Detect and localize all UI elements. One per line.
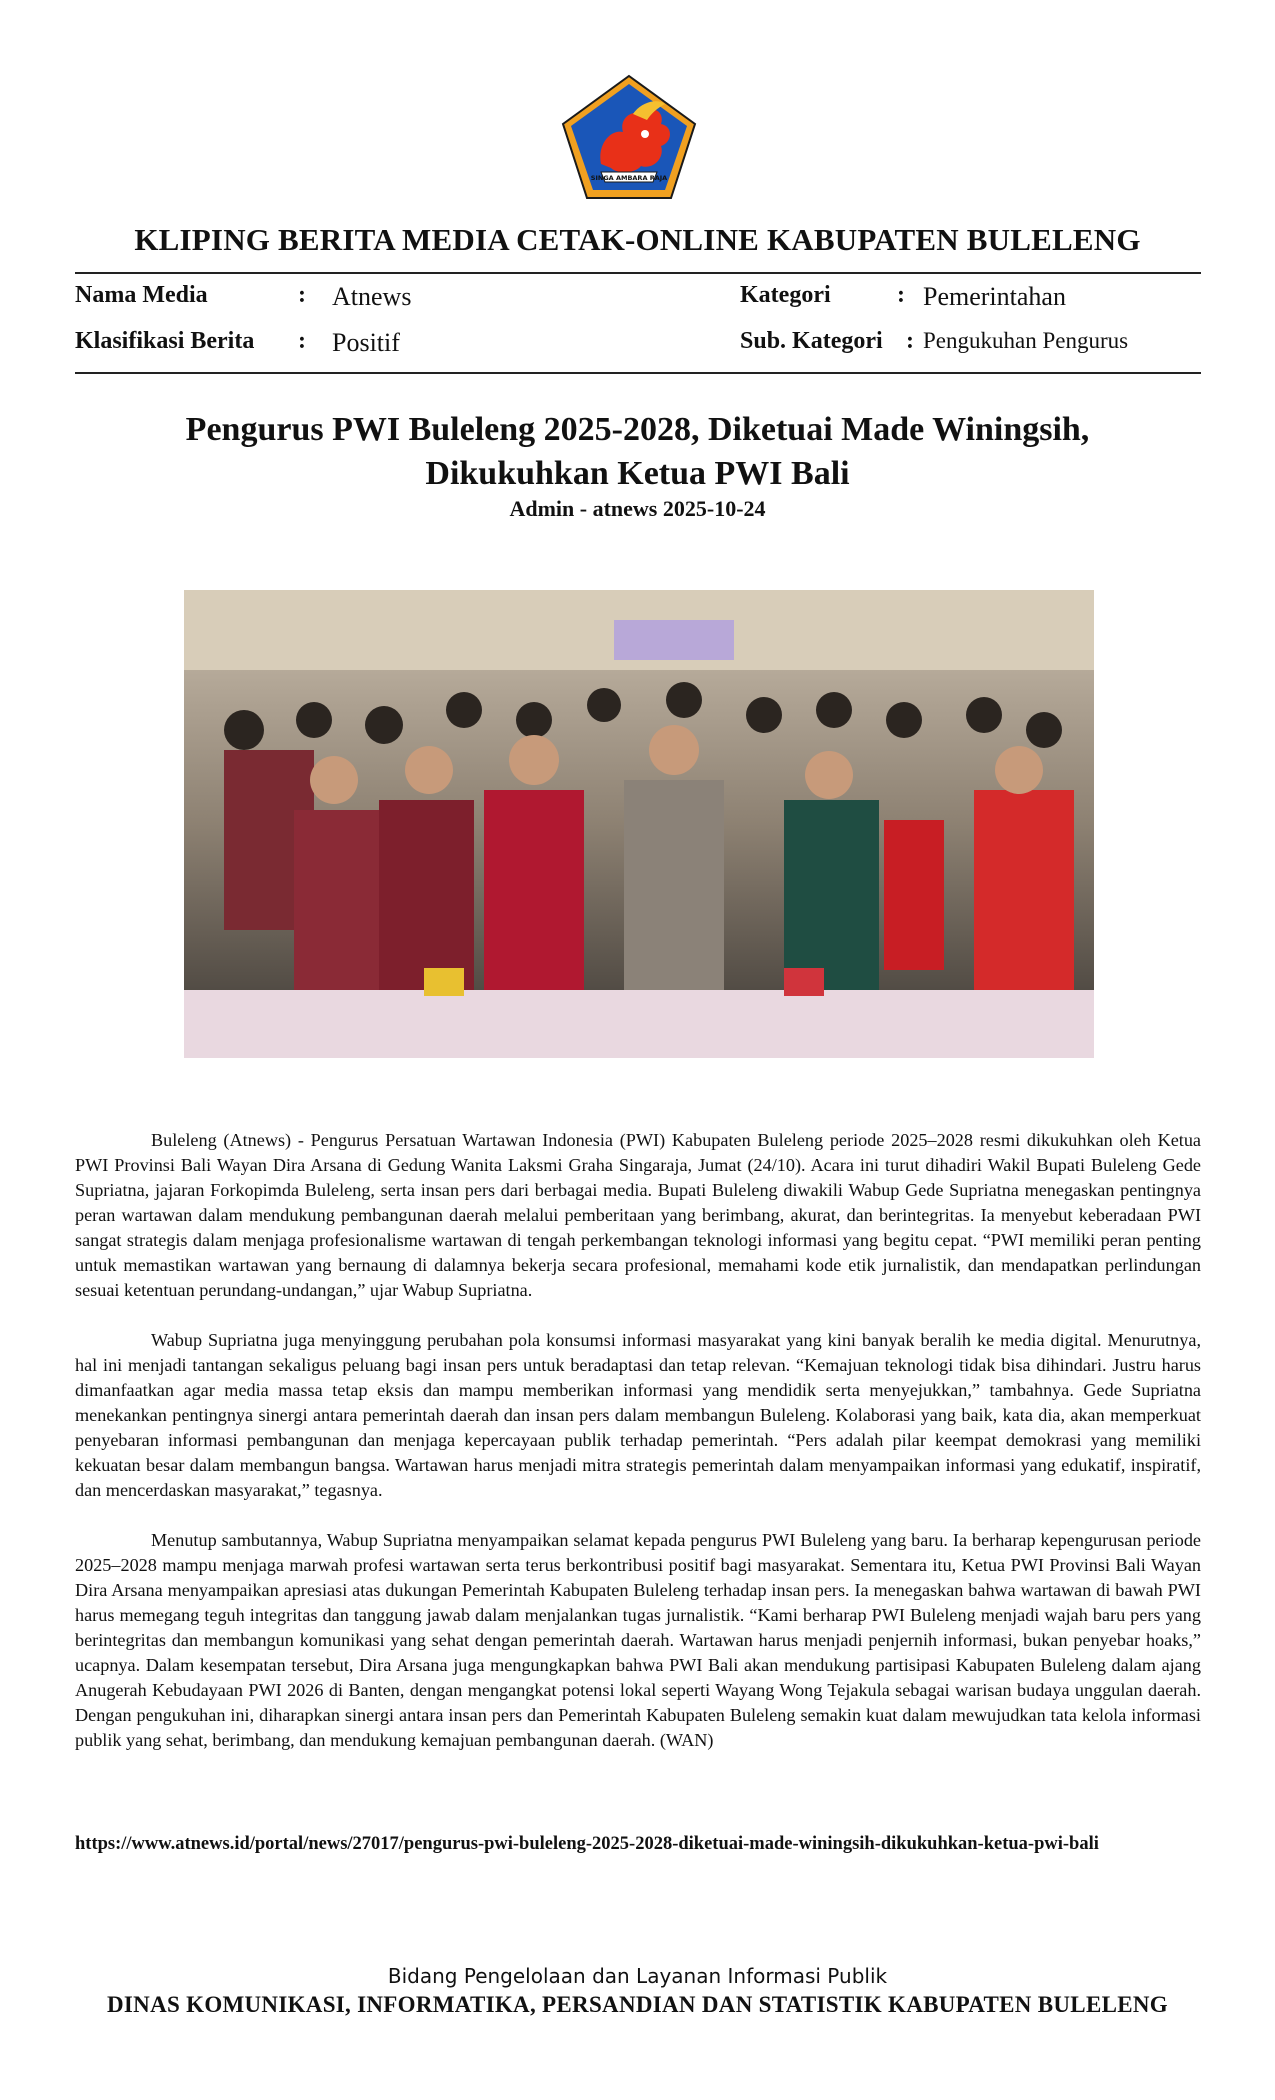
clipping-title: KLIPING BERITA MEDIA CETAK-ONLINE KABUPATEN BULELENG xyxy=(134,222,1141,257)
subcategory-colon: : xyxy=(906,328,914,354)
article-body xyxy=(75,1128,1201,1753)
article-paragraph: Buleleng (Atnews) - Pengurus Persatuan Wartawan Indonesia (PWI) Kabupaten Buleleng periode 2025–2028 resmi dikukuhkan oleh Ketua PWI Provinsi Bali Wayan Dira Arsana di Gedung Wanita Laksmi Graha Singaraja, Jumat (24/10). Acara ini turut dihadiri Wakil Bupati Buleleng Gede Supriatna, jajaran Forkopimda Buleleng, serta insan pers dari berbagai media. Bupati Buleleng diwakili Wabup Gede Supriatna menegaskan pentingnya peran wartawan dalam mendukung pembangunan daerah melalui pemberitaan yang berimbang, akurat, dan berintegritas. Ia menyebut keberadaan PWI sangat strategis dalam menjaga profesionalisme wartawan di tengah perkembangan teknologi informasi yang begitu cepat. “PWI memiliki peran penting untuk memastikan wartawan yang bernaung di dalamnya bekerja secara profesional, memahami kode etik jurnalistik, dan mendapatkan perlindungan sesuai ketentuan perundang-undangan,” ujar Wabup Supriatna. xyxy=(75,1130,1201,1300)
logo-caption: SINGA AMBARA RAJA xyxy=(590,174,668,182)
category-colon: : xyxy=(897,282,905,308)
subcategory-value: Pengukuhan Pengurus xyxy=(923,328,1129,353)
classification-colon: : xyxy=(298,328,306,354)
classification-label: Klasifikasi Berita xyxy=(75,328,255,354)
header-rule-bottom xyxy=(75,372,1201,374)
footer-department: Bidang Pengelolaan dan Layanan Informasi Publik xyxy=(387,1964,888,1988)
classification-value: Positif xyxy=(332,328,400,357)
article-photo xyxy=(184,590,1094,1058)
buleleng-emblem-logo xyxy=(561,74,697,200)
category-value: Pemerintahan xyxy=(923,282,1066,311)
footer-agency: DINAS KOMUNIKASI, INFORMATIKA, PERSANDIAN DAN STATISTIK KABUPATEN BULELENG xyxy=(107,1992,1168,2017)
header-rule-top xyxy=(75,272,1201,274)
article-title: Pengurus PWI Buleleng 2025-2028, Diketuai Made Winingsih, Dikukuhkan Ketua PWI Bali xyxy=(185,411,1090,492)
media-value: Atnews xyxy=(332,282,412,311)
media-label: Nama Media xyxy=(75,282,208,308)
article-paragraph: Menutup sambutannya, Wabup Supriatna menyampaikan selamat kepada pengurus PWI Buleleng yang baru. Ia berharap kepengurusan periode 2025–2028 mampu menjaga marwah profesi wartawan serta terus berkontribusi positif bagi masyarakat. Sementara itu, Ketua PWI Provinsi Bali Wayan Dira Arsana menyampaikan apresiasi atas dukungan Pemerintah Kabupaten Buleleng terhadap insan pers. Ia menegaskan bahwa wartawan di bawah PWI harus memegang teguh integritas dan tanggung jawab dalam menjalankan tugas jurnalistik. “Kami berharap PWI Buleleng menjadi wajah baru pers yang berintegritas dan membangun komunikasi yang sehat dengan pemerintah daerah. Wartawan harus menjadi penjernih informasi, bukan penyebar hoaks,” ucapnya. Dalam kesempatan tersebut, Dira Arsana juga mengungkapkan bahwa PWI Bali akan mendukung partisipasi Kabupaten Buleleng dalam ajang Anugerah Kebudayaan PWI 2026 di Banten, dengan mengangkat potensi lokal seperti Wayang Wong Tejakula sebagai warisan budaya unggulan daerah. Dengan pengukuhan ini, diharapkan sinergi antara insan pers dan Pemerintah Kabupaten Buleleng semakin kuat dalam mewujudkan tata kelola informasi publik yang sehat, berimbang, dan mendukung kemajuan pembangunan daerah. (WAN) xyxy=(75,1530,1201,1750)
subcategory-label: Sub. Kategori xyxy=(740,328,883,354)
article-paragraph: Wabup Supriatna juga menyinggung perubahan pola konsumsi informasi masyarakat yang kini banyak beralih ke media digital. Menurutnya, hal ini menjadi tantangan sekaligus peluang bagi insan pers untuk beradaptasi dan tetap relevan. “Kemajuan teknologi tidak bisa dihindari. Justru harus dimanfaatkan agar media massa tetap eksis dan mampu memberikan informasi yang mendidik serta menyejukkan,” tambahnya. Gede Supriatna menekankan pentingnya sinergi antara pemerintah daerah dan insan pers dalam membangun Buleleng. Kolaborasi yang baik, kata dia, akan memperkuat penyebaran informasi pembangunan dan menjaga kepercayaan publik terhadap pemerintah. “Pers adalah pilar keempat demokrasi yang memiliki kekuatan besar dalam membangun bangsa. Wartawan harus menjadi mitra strategis pemerintah dalam menyampaikan informasi yang edukatif, inspiratif, dan mencerdaskan masyarakat,” tegasnya. xyxy=(75,1330,1201,1500)
article-byline: Admin - atnews 2025-10-24 xyxy=(509,496,766,521)
category-label: Kategori xyxy=(740,282,831,308)
media-colon: : xyxy=(298,282,306,308)
source-url-link[interactable]: https://www.atnews.id/portal/news/27017/pengurus-pwi-buleleng-2025-2028-diketuai-made-winingsih-dikukuhkan-ketua-pwi-bali xyxy=(75,1834,1099,1854)
